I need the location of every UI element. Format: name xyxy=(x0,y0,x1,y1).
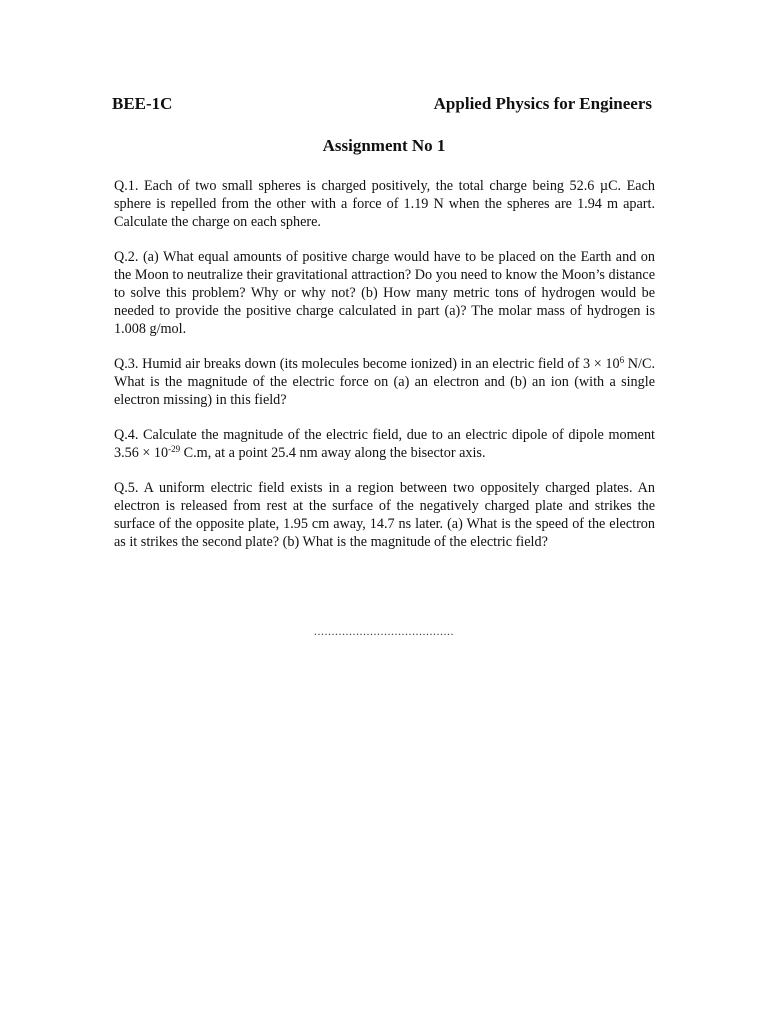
end-of-document-marker: ........................................ xyxy=(314,624,454,638)
question-3 xyxy=(114,355,655,409)
question-1: Q.1. Each of two small spheres is charged positively, the total charge being 52.6 µC. Each sphere is repelled from the other with a force of 1.19 N when the spheres are 1.94 m apart. Calculate the charge on each sphere. xyxy=(114,178,655,230)
question-4-exponent: -29 xyxy=(168,444,181,454)
question-5: Q.5. A uniform electric field exists in a region between two oppositely charged plates. An electron is released from rest at the surface of the negatively charged plate and strikes the surface of the opposite plate, 1.95 cm away, 14.7 ns later. (a) What is the speed of the electron as it strikes the second plate? (b) What is the magnitude of the electric field? xyxy=(114,480,655,550)
question-4-text-end: C.m, at a point 25.4 nm away along the bisector axis. xyxy=(180,445,486,461)
question-4 xyxy=(114,426,655,462)
course-code: BEE-1C xyxy=(112,94,173,113)
document-header xyxy=(112,94,652,116)
question-2: Q.2. (a) What equal amounts of positive charge would have to be placed on the Earth and on the Moon to neutralize their gravitational attraction? Do you need to know the Moon’s distance to solve this problem? Why or why not? (b) How many metric tons of hydrogen would be needed to provide the positive charge calculated in part (a)? The molar mass of hydrogen is 1.008 g/mol. xyxy=(114,249,655,337)
assignment-title: Assignment No 1 xyxy=(322,136,446,155)
question-list xyxy=(114,177,655,568)
question-3-exponent: 6 xyxy=(619,355,625,365)
question-3-text: Q.3. Humid air breaks down (its molecules become ionized) in an electric field of 3 × 10 xyxy=(114,356,620,372)
question-3-text-end: N/C. What is the magnitude of the electric force on (a) an electron and (b) an ion (with a single electron missing) in this field? xyxy=(114,356,655,408)
course-title: Applied Physics for Engineers xyxy=(433,94,652,113)
question-4-text: Q.4. Calculate the magnitude of the electric field, due to an electric dipole of dipole moment 3.56 × 10 xyxy=(114,427,655,461)
